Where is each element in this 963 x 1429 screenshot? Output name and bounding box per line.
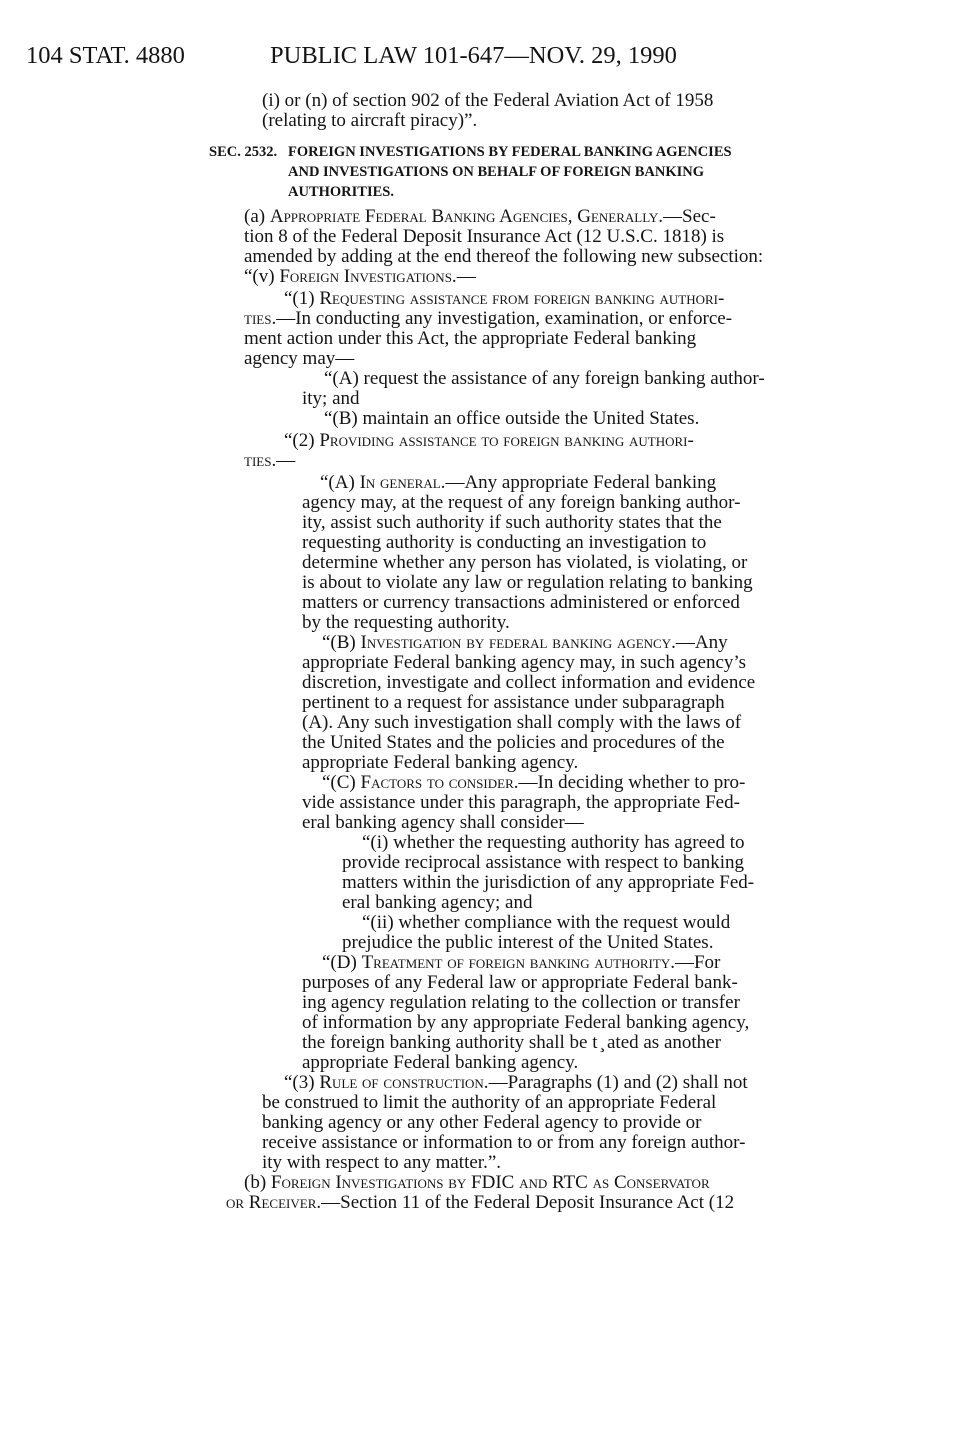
section-title: FOREIGN INVESTIGATIONS BY FEDERAL BANKING AGENCIES bbox=[288, 144, 732, 160]
text-line: (relating to aircraft piracy)”. bbox=[262, 110, 478, 131]
section-title: AND INVESTIGATIONS ON BEHALF OF FOREIGN BANKING bbox=[288, 164, 704, 180]
subsection-heading: as Conservator bbox=[587, 1172, 710, 1193]
text-line: purposes of any Federal law or appropriate Federal bank- bbox=[302, 972, 738, 993]
subsection-heading: Appropriate Federal Banking Agencies, Generally. bbox=[269, 206, 664, 227]
text-line: of information by any appropriate Federal banking agency, bbox=[302, 1012, 750, 1033]
subparagraph-label: “(C) bbox=[322, 772, 361, 793]
text-line: pertinent to a request for assistance under subparagraph bbox=[302, 692, 725, 713]
paragraph-heading: Providing assistance to foreign banking authori- bbox=[319, 430, 694, 451]
subsection-heading-acronym: RTC bbox=[552, 1172, 588, 1193]
text-line: tion 8 of the Federal Deposit Insurance Act (12 U.S.C. 1818) is bbox=[244, 226, 725, 247]
paragraph-heading-line bbox=[284, 431, 694, 451]
paragraph-heading: Requesting assistance from foreign banking authori- bbox=[319, 288, 725, 309]
text-line: prejudice the public interest of the United States. bbox=[342, 932, 714, 953]
subsection-heading: and bbox=[514, 1172, 553, 1193]
subsection-label: (a) bbox=[244, 206, 270, 227]
paragraph-heading: ties. bbox=[244, 308, 277, 329]
paragraph-heading-line bbox=[284, 289, 724, 309]
paragraph-heading-line bbox=[244, 451, 295, 471]
subsection-heading-line bbox=[244, 1173, 710, 1193]
text-line: “(A) request the assistance of any foreign banking author- bbox=[324, 368, 765, 389]
subparagraph-heading: Investigation by federal banking agency. bbox=[360, 632, 676, 653]
text-line: ing agency regulation relating to the collection or transfer bbox=[302, 992, 740, 1013]
text-line: the foreign banking authority shall be t ̧ ated as another bbox=[302, 1032, 721, 1053]
text-line: by the requesting authority. bbox=[302, 612, 510, 633]
text-line: agency may, at the request of any foreign banking author- bbox=[302, 492, 741, 513]
subparagraph-label: “(A) bbox=[320, 472, 360, 493]
text-line: banking agency or any other Federal agency to provide or bbox=[262, 1112, 702, 1133]
subsection-heading-acronym: FDIC bbox=[471, 1172, 515, 1193]
text-line: appropriate Federal banking agency may, in such agency’s bbox=[302, 652, 747, 673]
text-line: eral banking agency shall consider— bbox=[302, 812, 584, 833]
text-line: “(ii) whether compliance with the request would bbox=[362, 912, 731, 933]
paragraph-heading-line bbox=[244, 309, 732, 329]
text-run: —Any bbox=[675, 632, 728, 653]
paragraph-heading: Rule of construction. bbox=[319, 1072, 489, 1093]
public-law-citation: PUBLIC LAW 101-647—NOV. 29, 1990 bbox=[270, 42, 677, 69]
text-run: —For bbox=[674, 952, 721, 973]
running-header bbox=[26, 38, 926, 74]
text-line: be construed to limit the authority of an appropriate Federal bbox=[262, 1092, 717, 1113]
paragraph-label: “(2) bbox=[284, 430, 320, 451]
subsection-label: (b) bbox=[244, 1172, 271, 1193]
section-title: AUTHORITIES. bbox=[288, 184, 394, 200]
text-line: appropriate Federal banking agency. bbox=[302, 1052, 579, 1073]
subsection-label: “(v) bbox=[244, 266, 280, 287]
paragraph-heading: ties. bbox=[244, 450, 277, 471]
paragraph-heading-line bbox=[284, 1073, 748, 1093]
text-line: appropriate Federal banking agency. bbox=[302, 752, 579, 773]
subparagraph-heading: Factors to consider. bbox=[360, 772, 519, 793]
stat-citation: 104 STAT. 4880 bbox=[26, 42, 185, 69]
text-line: ity with respect to any matter.”. bbox=[262, 1152, 502, 1173]
text-run: —In deciding whether to pro- bbox=[518, 772, 746, 793]
subsection-heading-line bbox=[244, 207, 716, 227]
text-line: eral banking agency; and bbox=[342, 892, 533, 913]
text-line: ity; and bbox=[302, 388, 360, 409]
text-line: receive assistance or information to or from any foreign author- bbox=[262, 1132, 746, 1153]
text-run: — bbox=[276, 450, 296, 471]
subsection-heading: Foreign Investigations. bbox=[279, 266, 457, 287]
text-line: is about to violate any law or regulation relating to banking bbox=[302, 572, 753, 593]
text-line: (i) or (n) of section 902 of the Federal Aviation Act of 1958 bbox=[262, 90, 714, 111]
subparagraph-label: “(D) bbox=[322, 952, 362, 973]
text-line: vide assistance under this paragraph, the appropriate Fed- bbox=[302, 792, 740, 813]
text-run: —Paragraphs (1) and (2) shall not bbox=[488, 1072, 748, 1093]
subsection-heading: or Receiver. bbox=[226, 1192, 322, 1213]
text-line: provide reciprocal assistance with respect to banking bbox=[342, 852, 745, 873]
text-line: requesting authority is conducting an investigation to bbox=[302, 532, 707, 553]
text-line: discretion, investigate and collect information and evidence bbox=[302, 672, 756, 693]
paragraph-label: “(1) bbox=[284, 288, 320, 309]
subparagraph-heading-line bbox=[322, 953, 720, 973]
text-line: “(B) maintain an office outside the United States. bbox=[324, 408, 700, 429]
text-line: the United States and the policies and procedures of the bbox=[302, 732, 725, 753]
text-line: matters within the jurisdiction of any appropriate Fed- bbox=[342, 872, 755, 893]
section-number: SEC. 2532. bbox=[209, 144, 278, 160]
text-run: — bbox=[456, 266, 476, 287]
text-line: ment action under this Act, the appropriate Federal banking bbox=[244, 328, 697, 349]
text-run: —Any appropriate Federal banking bbox=[445, 472, 717, 493]
text-line: amended by adding at the end thereof the following new subsection: bbox=[244, 246, 764, 267]
subsection-heading-line bbox=[226, 1193, 734, 1213]
new-subsection-heading bbox=[244, 267, 476, 287]
text-line: ity, assist such authority if such authority states that the bbox=[302, 512, 722, 533]
paragraph-label: “(3) bbox=[284, 1072, 320, 1093]
text-run: —In conducting any investigation, examination, or enforce- bbox=[276, 308, 733, 329]
text-run: —Section 11 of the Federal Deposit Insurance Act (12 bbox=[321, 1192, 735, 1213]
subparagraph-heading-line bbox=[322, 633, 728, 653]
text-line: matters or currency transactions administered or enforced bbox=[302, 592, 740, 613]
subparagraph-heading: Treatment of foreign banking authority. bbox=[361, 952, 675, 973]
text-line: (A). Any such investigation shall comply with the laws of bbox=[302, 712, 742, 733]
subparagraph-heading-line bbox=[322, 773, 745, 793]
subparagraph-heading: In general. bbox=[359, 472, 446, 493]
subparagraph-label: “(B) bbox=[322, 632, 361, 653]
text-line: agency may— bbox=[244, 348, 355, 369]
text-line: “(i) whether the requesting authority has agreed to bbox=[362, 832, 745, 853]
text-run: —Sec- bbox=[663, 206, 716, 227]
subsection-heading: Foreign Investigations by bbox=[270, 1172, 472, 1193]
subparagraph-heading-line bbox=[320, 473, 716, 493]
text-line: determine whether any person has violated, is violating, or bbox=[302, 552, 748, 573]
